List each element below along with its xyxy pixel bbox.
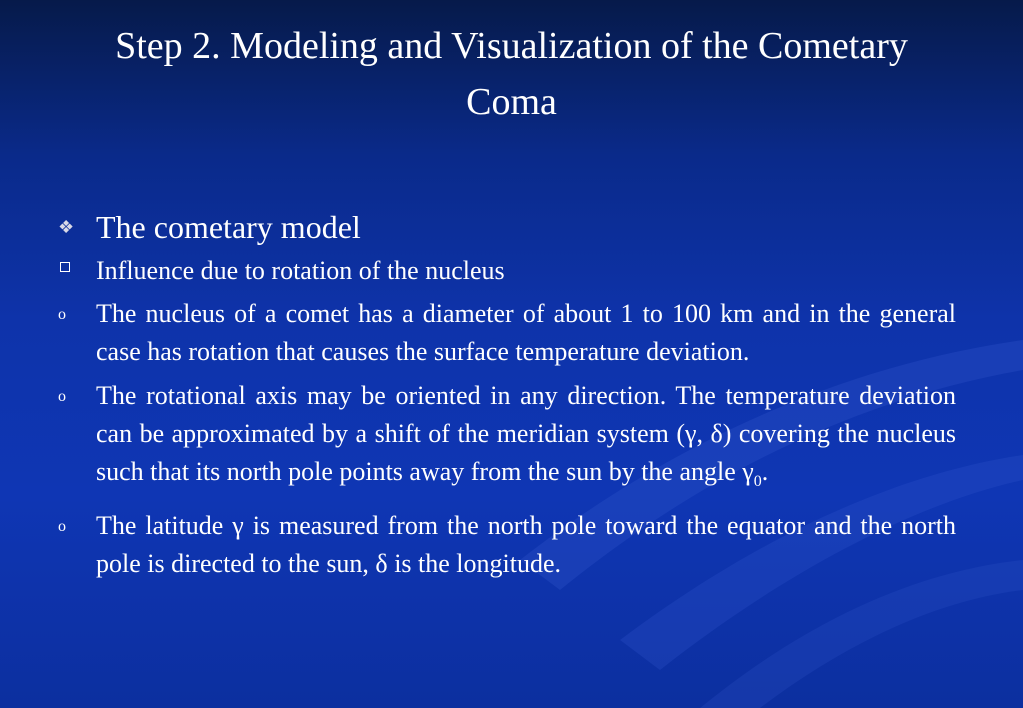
slide-title (40, 18, 983, 130)
diamond-bullet-icon: ❖ (58, 217, 75, 237)
gamma-subscript: 0 (753, 473, 762, 491)
paragraph-1-text: The nucleus of a comet has a diameter of about 1 to 100 km and in the general case has rotation that causes the surface temperature deviation. (96, 299, 956, 366)
paragraph-2 (56, 377, 956, 501)
paragraph-3 (56, 507, 956, 583)
square-bullet-icon (60, 262, 70, 272)
paragraph-2-end: . (761, 457, 769, 486)
slide-body (56, 205, 956, 589)
title-line-1: Step 2. Modeling and Visualization of the Cometary (115, 25, 908, 67)
circle-bullet-icon: o (58, 388, 66, 405)
bullet-heading (56, 205, 956, 249)
paragraph-3-text: The latitude γ is measured from the north pole toward the equator and the north pole is directed to the sun, δ is the longitude. (96, 511, 956, 579)
subheading-text: Influence due to rotation of the nucleus (96, 256, 505, 285)
title-line-2: Coma (466, 81, 557, 123)
circle-bullet-icon: o (58, 518, 66, 536)
paragraph-2-text: The rotational axis may be oriented in any direction. The temperature deviation can be approximated by a shift of the meridian system (γ, δ) covering the nucleus such that its north pole points away from the sun by the angle γ (96, 381, 956, 486)
circle-bullet-icon: o (58, 306, 66, 323)
bullet-subheading (56, 253, 956, 289)
heading-text: The cometary model (96, 209, 361, 245)
paragraph-1 (56, 295, 956, 371)
